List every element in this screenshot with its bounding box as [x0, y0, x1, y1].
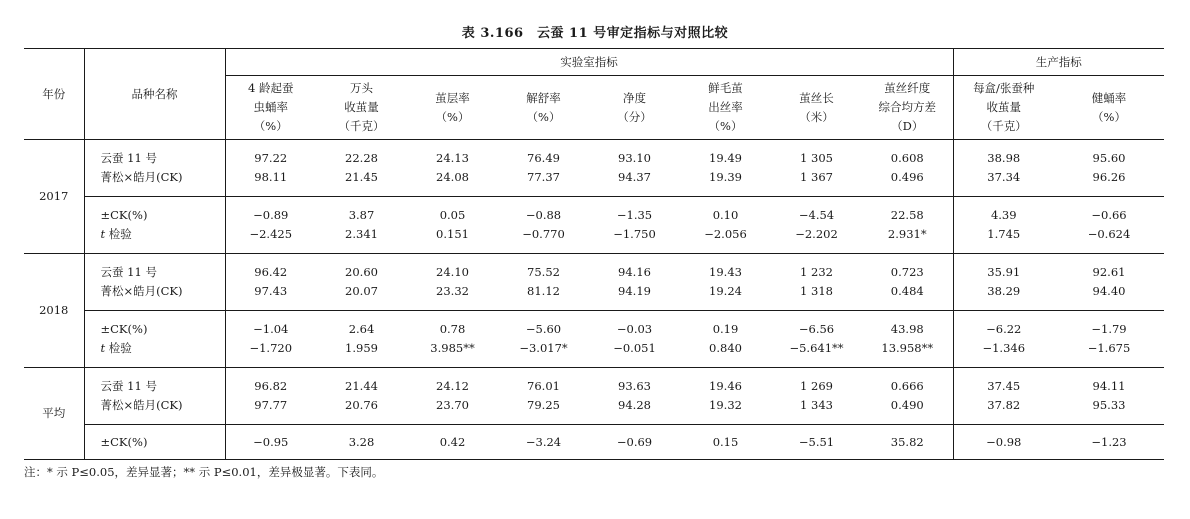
diff-value: −0.69 [616, 434, 653, 449]
diff-value: 1.959 [345, 341, 378, 355]
diff-cell [771, 197, 862, 254]
value: 94.11 [1092, 379, 1126, 393]
column-header-line: 净度 [623, 90, 646, 105]
value-cell [589, 140, 680, 197]
column-header-line: 万头 [350, 81, 373, 95]
value-cell [771, 254, 862, 311]
diff-cell [1054, 197, 1164, 254]
value-cell [862, 254, 953, 311]
value-cell [407, 140, 498, 197]
diff-labels [84, 425, 225, 460]
diff-cell [407, 197, 498, 254]
diff-value: −3.24 [525, 434, 562, 449]
diff-value: −1.04 [253, 322, 289, 336]
value: 21.45 [345, 170, 378, 184]
value: 98.11 [254, 170, 288, 184]
column-header-line: （%） [526, 109, 561, 124]
diff-cell [407, 425, 498, 460]
value: 38.29 [987, 284, 1021, 298]
diff-value: −0.03 [616, 322, 653, 336]
table-row [24, 425, 1164, 460]
diff-value: 1.745 [987, 227, 1021, 241]
variety-name: 云蚕 11 号 [100, 151, 157, 165]
diff-cell [589, 197, 680, 254]
value-cell [862, 368, 953, 425]
diff-cell [680, 425, 771, 460]
diff-cell [680, 197, 771, 254]
column-header-line: （千克） [980, 119, 1027, 133]
diff-value: −6.22 [986, 322, 1022, 336]
diff-value: −0.624 [1087, 227, 1131, 241]
diff-value: −2.056 [704, 227, 747, 241]
table-caption: 表 3.166 云蚕 11 号审定指标与对照比较 [461, 26, 729, 41]
value-cell [953, 368, 1054, 425]
value: 94.19 [618, 284, 651, 298]
year-cell: 2017 [24, 140, 84, 254]
diff-value: −0.770 [522, 227, 565, 241]
diff-value: −1.346 [982, 341, 1026, 355]
value-cell [680, 254, 771, 311]
column-header [771, 76, 862, 140]
value: 95.60 [1092, 151, 1126, 165]
diff-cell [1054, 425, 1164, 460]
value: 75.52 [527, 265, 560, 279]
table-row [24, 197, 1164, 254]
diff-value: −1.35 [616, 208, 653, 222]
diff-label: ±CK(%) [100, 208, 148, 222]
diff-cell [771, 311, 862, 368]
variety-name: 云蚕 11 号 [100, 265, 157, 279]
diff-cell [862, 425, 953, 460]
diff-value: −2.202 [795, 227, 838, 241]
value: 0.723 [890, 265, 924, 279]
value-cell [1054, 368, 1164, 425]
diff-value: −0.98 [986, 434, 1022, 449]
diff-value: −1.720 [249, 341, 293, 355]
column-header-line: 出丝率 [708, 100, 743, 114]
table-footnote: 注：* 示 P≤0.05，差异显著；** 示 P≤0.01，差异极显著。下表同。 [24, 465, 384, 479]
value: 94.16 [618, 265, 651, 279]
variety-names [84, 140, 225, 197]
diff-value: 3.28 [348, 434, 375, 449]
value-cell [316, 368, 407, 425]
column-header [316, 76, 407, 140]
value: 76.49 [527, 151, 560, 165]
diff-value: 35.82 [890, 434, 924, 449]
diff-value: 4.39 [990, 208, 1017, 222]
value: 94.28 [618, 398, 651, 412]
diff-value: −1.79 [1091, 322, 1127, 336]
variety-name: 菁松×皓月(CK) [100, 398, 183, 412]
value: 97.22 [254, 151, 288, 165]
diff-cell [680, 311, 771, 368]
column-header-line: 茧层率 [435, 90, 470, 105]
diff-cell [498, 311, 589, 368]
value: 93.10 [618, 151, 651, 165]
header-production-indicators: 生产指标 [953, 49, 1164, 76]
value-cell [771, 140, 862, 197]
column-header-line: 虫蛹率 [253, 100, 288, 114]
value: 22.28 [345, 151, 378, 165]
value: 95.33 [1092, 398, 1126, 412]
diff-value: 0.19 [712, 322, 739, 336]
column-header-line: 4 龄起蚕 [248, 81, 294, 95]
column-header-line: （%） [435, 109, 470, 124]
value-cell [589, 368, 680, 425]
value: 93.63 [618, 379, 651, 393]
diff-cell [953, 197, 1054, 254]
value: 0.666 [890, 379, 924, 393]
column-header-line: （%） [708, 119, 743, 133]
value: 21.44 [345, 379, 378, 393]
diff-cell [498, 197, 589, 254]
diff-cell [225, 197, 316, 254]
value: 94.40 [1092, 284, 1126, 298]
diff-label: t 检验 [100, 227, 132, 241]
diff-cell [771, 425, 862, 460]
value-cell [498, 368, 589, 425]
header-lab-indicators: 实验室指标 [225, 49, 953, 76]
column-header-line: 鲜毛茧 [708, 81, 743, 95]
column-header-line: 茧丝纤度 [884, 81, 931, 95]
diff-cell [498, 425, 589, 460]
variety-names [84, 254, 225, 311]
value-cell [407, 368, 498, 425]
diff-value: 0.15 [712, 434, 739, 449]
value: 1 367 [800, 170, 833, 184]
value: 1 232 [800, 265, 833, 279]
value: 77.37 [527, 170, 560, 184]
diff-value: −0.66 [1091, 208, 1127, 222]
column-header [225, 76, 316, 140]
diff-cell [862, 197, 953, 254]
value: 0.484 [890, 284, 924, 298]
value-cell [225, 368, 316, 425]
value-cell [1054, 254, 1164, 311]
diff-cell [316, 425, 407, 460]
value: 0.496 [890, 170, 924, 184]
diff-value: 43.98 [890, 322, 924, 336]
diff-value: −2.425 [249, 227, 293, 241]
value-cell [498, 254, 589, 311]
diff-value: −0.88 [525, 208, 562, 222]
table-row [24, 254, 1164, 311]
diff-value: 0.840 [709, 341, 742, 355]
value-cell [316, 140, 407, 197]
diff-value: 0.10 [712, 208, 739, 222]
variety-name: 菁松×皓月(CK) [100, 284, 183, 298]
value: 97.43 [254, 284, 288, 298]
year-cell: 2018 [24, 254, 84, 368]
value: 19.39 [709, 170, 742, 184]
value: 24.13 [436, 151, 469, 165]
value: 79.25 [527, 398, 560, 412]
diff-value: 2.64 [348, 322, 375, 336]
table-row [24, 311, 1164, 368]
column-header [953, 76, 1054, 140]
diff-value: 0.78 [439, 322, 466, 336]
value: 92.61 [1092, 265, 1126, 279]
diff-value: 0.151 [436, 227, 469, 241]
value: 0.608 [890, 151, 924, 165]
diff-cell [316, 311, 407, 368]
diff-cell [225, 425, 316, 460]
value: 37.34 [987, 170, 1021, 184]
column-header-line: 收茧量 [344, 100, 379, 114]
column-header-line: （分） [617, 109, 652, 124]
diff-value: 22.58 [890, 208, 924, 222]
diff-value: −5.51 [798, 434, 835, 449]
value: 24.12 [436, 379, 469, 393]
variety-name: 云蚕 11 号 [100, 379, 157, 393]
value-cell [953, 254, 1054, 311]
diff-value: 0.42 [439, 434, 466, 449]
value-cell [316, 254, 407, 311]
value: 0.490 [890, 398, 924, 412]
value-cell [589, 254, 680, 311]
value: 19.24 [709, 284, 742, 298]
value-cell [225, 254, 316, 311]
column-header-line: （%） [1092, 109, 1126, 124]
column-header-line: （千克） [338, 119, 385, 133]
value: 20.07 [345, 284, 378, 298]
column-header [407, 76, 498, 140]
column-header-line: 解舒率 [526, 90, 561, 105]
value-cell [680, 368, 771, 425]
diff-value: −5.60 [525, 322, 562, 336]
diff-cell [953, 425, 1054, 460]
column-header [862, 76, 953, 140]
diff-value: −0.95 [253, 434, 289, 449]
diff-value: 2.931* [887, 227, 927, 241]
column-header-line: （米） [799, 109, 834, 124]
diff-cell [589, 425, 680, 460]
column-header-line: （%） [253, 119, 288, 133]
diff-value: −1.750 [613, 227, 656, 241]
diff-value: −0.051 [613, 341, 656, 355]
diff-value: −1.23 [1091, 434, 1127, 449]
table-row [24, 140, 1164, 197]
diff-cell [953, 311, 1054, 368]
value: 20.76 [345, 398, 378, 412]
diff-value: −5.641** [789, 341, 844, 355]
value: 96.82 [254, 379, 288, 393]
header-variety: 品种名称 [84, 49, 225, 140]
value: 37.45 [987, 379, 1021, 393]
value-cell [498, 140, 589, 197]
diff-value: −4.54 [798, 208, 835, 222]
value: 24.08 [436, 170, 469, 184]
column-header-line: 健蛹率 [1091, 90, 1127, 105]
column-header-line: （D） [891, 119, 924, 133]
diff-labels [84, 197, 225, 254]
value: 24.10 [436, 265, 469, 279]
diff-value: 0.05 [439, 208, 466, 222]
column-header-line: 茧丝长 [799, 90, 834, 105]
value-cell [680, 140, 771, 197]
value-cell [862, 140, 953, 197]
year-cell: 平均 [24, 368, 84, 460]
value: 20.60 [345, 265, 378, 279]
diff-cell [407, 311, 498, 368]
value: 1 305 [800, 151, 833, 165]
header-row-1 [24, 49, 1164, 76]
value-cell [407, 254, 498, 311]
diff-cell [589, 311, 680, 368]
value: 35.91 [987, 265, 1021, 279]
value-cell [225, 140, 316, 197]
diff-value: −3.017* [519, 341, 568, 355]
column-header [498, 76, 589, 140]
column-header [589, 76, 680, 140]
column-header-line: 收茧量 [986, 100, 1021, 114]
value: 81.12 [527, 284, 560, 298]
diff-cell [862, 311, 953, 368]
value: 19.49 [709, 151, 742, 165]
table-row [24, 368, 1164, 425]
value-cell [1054, 140, 1164, 197]
value: 76.01 [527, 379, 560, 393]
diff-label: ±CK(%) [100, 322, 148, 336]
column-header [1054, 76, 1164, 140]
diff-value: 3.87 [348, 208, 375, 222]
value: 37.82 [987, 398, 1021, 412]
column-header [680, 76, 771, 140]
value: 23.70 [436, 398, 469, 412]
diff-value: 3.985** [430, 341, 475, 355]
value: 94.37 [618, 170, 651, 184]
value: 19.43 [709, 265, 742, 279]
diff-value: 2.341 [345, 227, 378, 241]
diff-value: −6.56 [798, 322, 835, 336]
value: 1 343 [800, 398, 833, 412]
column-header-line: 综合均方差 [878, 100, 936, 114]
diff-value: −0.89 [253, 208, 289, 222]
value: 1 269 [800, 379, 833, 393]
diff-value: 13.958** [881, 341, 934, 355]
column-header-line: 每盒/张蚕种 [973, 81, 1035, 95]
comparison-table [24, 48, 1164, 460]
value: 97.77 [254, 398, 288, 412]
diff-label: ±CK(%) [100, 434, 148, 449]
diff-labels [84, 311, 225, 368]
value: 96.42 [254, 265, 288, 279]
header-year: 年份 [24, 49, 84, 140]
diff-cell [316, 197, 407, 254]
value: 23.32 [436, 284, 469, 298]
value: 38.98 [987, 151, 1021, 165]
value-cell [953, 140, 1054, 197]
value: 19.46 [709, 379, 742, 393]
value: 19.32 [709, 398, 742, 412]
variety-name: 菁松×皓月(CK) [100, 170, 183, 184]
diff-cell [225, 311, 316, 368]
value: 1 318 [800, 284, 833, 298]
diff-value: −1.675 [1087, 341, 1131, 355]
diff-cell [1054, 311, 1164, 368]
diff-label: t 检验 [100, 341, 132, 355]
value-cell [771, 368, 862, 425]
variety-names [84, 368, 225, 425]
value: 96.26 [1092, 170, 1126, 184]
